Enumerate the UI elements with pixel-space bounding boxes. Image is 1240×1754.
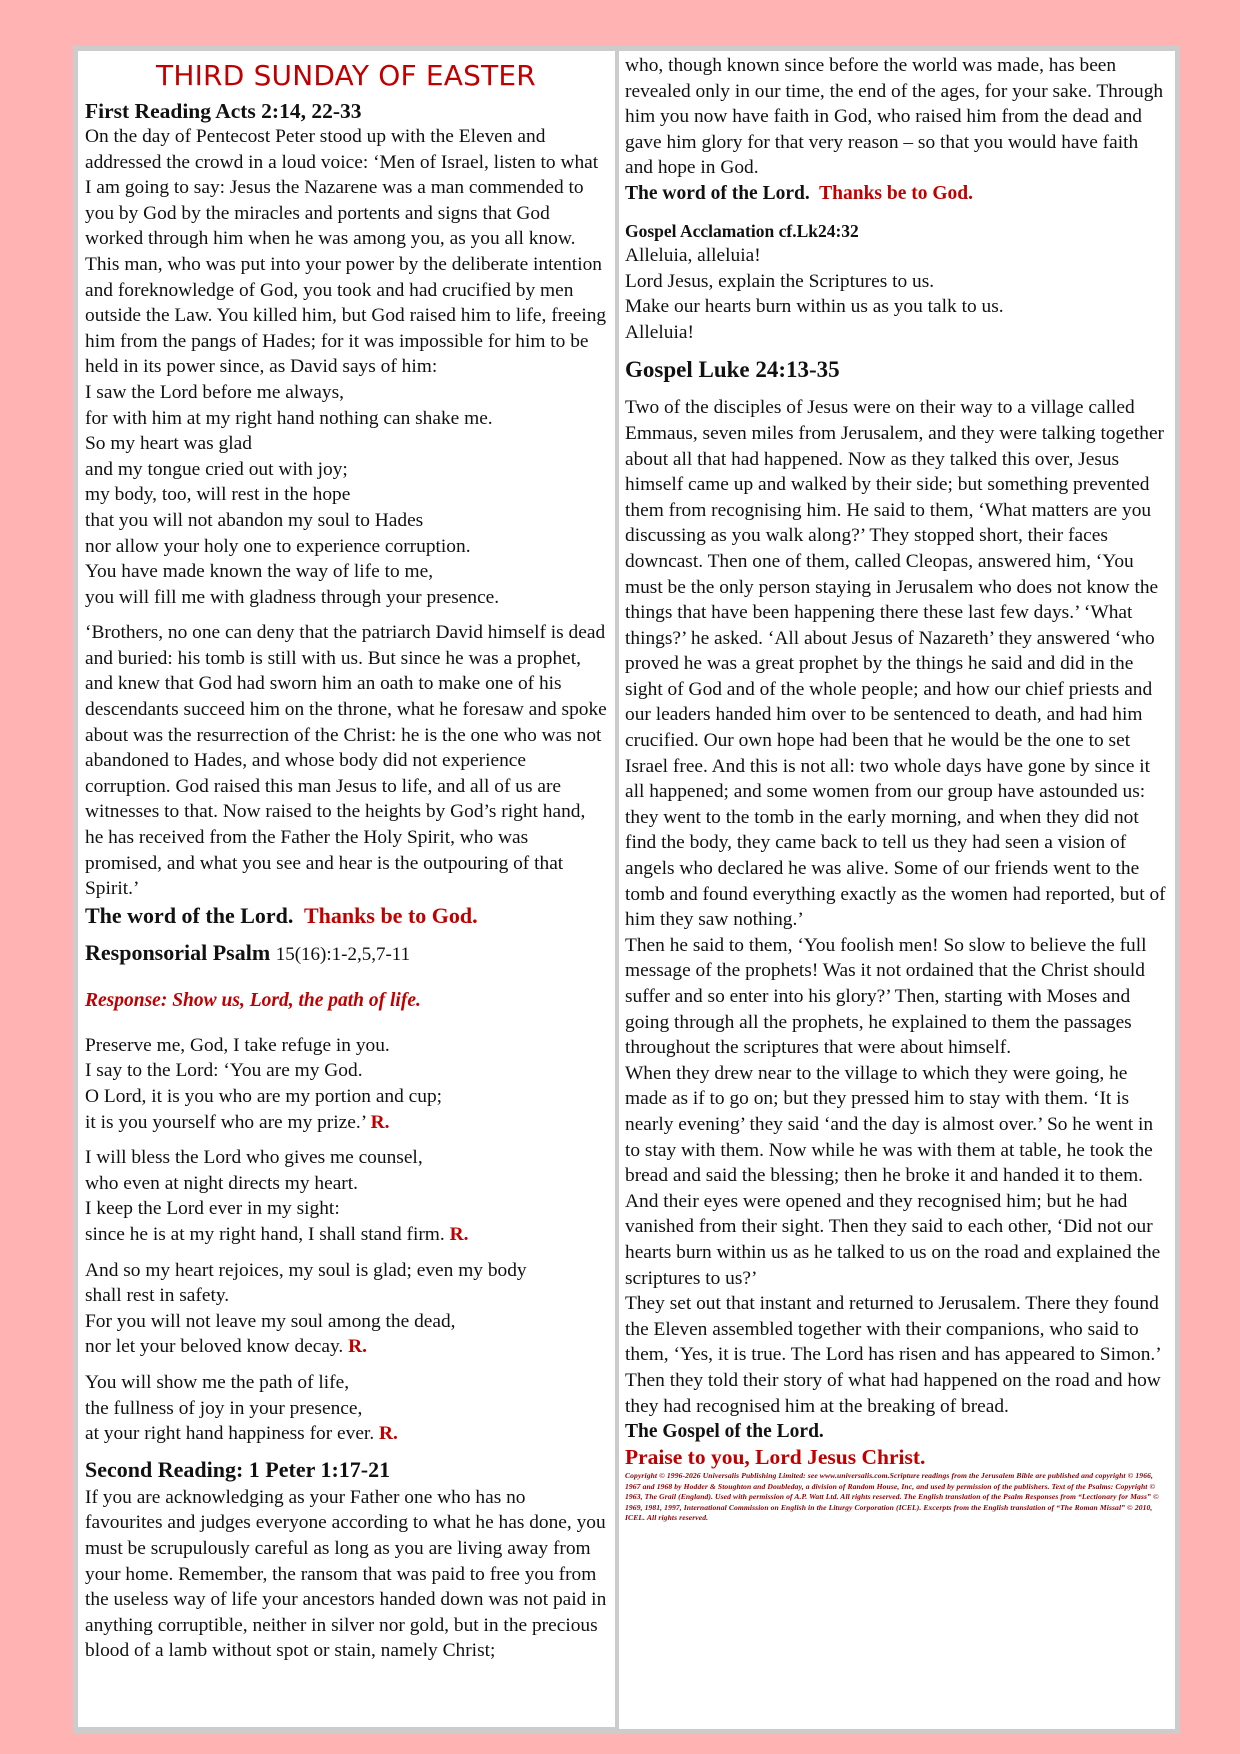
psalm-title: Responsorial Psalm xyxy=(85,939,271,965)
acclamation-line: Make our hearts burn within us as you talk to us. xyxy=(625,296,1004,318)
psalm-heading xyxy=(85,938,607,970)
verse-line: and my tongue cried out with joy; xyxy=(85,458,348,480)
stanza-line xyxy=(85,1222,607,1248)
stanza-line: For you will not leave my soul among the dead, xyxy=(85,1310,456,1332)
stanza-line: shall rest in safety. xyxy=(85,1285,230,1307)
stanza-line: who even at night directs my heart. xyxy=(85,1172,359,1194)
gospel-paragraph: They set out that instant and returned to Jerusalem. There they found the Eleven assembled together with their companions, who said to them, ‘Yes, it is true. The Lord has risen and has appeared to Simon.’ Then they told their story of what had happened on the road and how they had recognised him at the breaking of bread. xyxy=(625,1293,1161,1417)
first-reading xyxy=(85,98,607,930)
gospel-response: Praise to you, Lord Jesus Christ. xyxy=(625,1445,926,1470)
acclamation-line: Lord Jesus, explain the Scriptures to us. xyxy=(625,270,935,292)
gospel-paragraph: Two of the disciples of Jesus were on their way to a village called Emmaus, seven miles from Jerusalem, and they were talking together about all that had happened. Now as they talked this over, Jesus himself came up and walked by their side; but something prevented them from recognising him. He said to them, ‘What matters are you discussing as you walk along?’ They stopped short, their faces downcast. Then one of them, called Cleopas, answered him, ‘You must be the only person staying in Jerusalem who does not know the things that have been happening there these last few days.’ ‘What things?’ he asked. ‘All about Jesus of Nazareth’ they answered ‘who proved he was a great prophet by the things he said and did in the sight of God and of the whole people; and how our chief priests and our leaders handed him over to be sentenced to death, and had him crucified. Our own hope had been that he would be the one to set Israel free. And this is not all: two whole days have gone by since it all happened; and some women from our group have astounded us: they went to the tomb in the early morning, and when they did not find the body, they came back to tell us they had seen a vision of angels who declared he was alive. Some of our friends went to the tomb and found everything exactly as the women had reported, but of him they saw nothing.’ xyxy=(625,397,1166,931)
stanza-line: O Lord, it is you who are my portion and cup; xyxy=(85,1086,443,1107)
stanza-line xyxy=(85,1110,607,1136)
response-marker: R. xyxy=(370,1111,390,1133)
second-reading-continued xyxy=(625,53,1167,207)
psalm-response: Response: Show us, Lord, the path of life. xyxy=(85,990,421,1012)
stanza-line: Preserve me, God, I take refuge in you. xyxy=(85,1034,390,1056)
gospel-closing: The Gospel of the Lord. xyxy=(625,1421,824,1443)
acclamation-line: Alleluia, alleluia! xyxy=(625,244,761,266)
psalm-stanza xyxy=(85,1258,607,1360)
closing-response: Thanks be to God. xyxy=(304,902,478,928)
closing-text: The word of the Lord. xyxy=(85,902,294,928)
response-marker: R. xyxy=(348,1336,367,1358)
stanza-line: the fullness of joy in your presence, xyxy=(85,1397,363,1419)
closing-response: Thanks be to God. xyxy=(819,182,974,204)
stanza-line: I will bless the Lord who gives me counsel, xyxy=(85,1147,423,1169)
first-reading-paragraph-2: ‘Brothers, no one can deny that the patriarch David himself is dead and buried: his tomb is still with us. But since he was a prophet, and knew that God had sworn him an oath to make one of his descendants succeed him on the throne, what he foresaw and spoke about was the resurrection of the Christ: he is the one who was not abandoned to Hades, and whose body did not experience corruption. God raised this man Jesus to life, and all of us are witnesses to that. Now raised to the heights by God’s right hand, he has received from the Father the Holy Spirit, who was promised, and what you see and hear is the outpouring of that Spirit.’ xyxy=(85,622,607,900)
stanza-line: I keep the Lord ever in my sight: xyxy=(85,1198,340,1220)
psalm-stanza xyxy=(85,1370,607,1447)
stanza-line xyxy=(85,1334,607,1360)
verse-line: you will fill me with gladness through your presence. xyxy=(85,586,500,608)
verse-line: my body, too, will rest in the hope xyxy=(85,484,351,506)
stanza-line xyxy=(85,1421,607,1447)
second-reading xyxy=(85,1455,607,1664)
acclamation-heading: Gospel Acclamation cf.Lk24:32 xyxy=(625,220,859,241)
acclamation-line: Alleluia! xyxy=(625,321,694,343)
response-marker: R. xyxy=(449,1223,469,1245)
gospel-paragraph: When they drew near to the village to which they were going, he made as if to go on; but they pressed him to stay with them. ‘It is nearly evening’ they said ‘and the day is almost over.’ So he went in to stay with them. Now while he was with them at table, he took the bread and said the blessing; then he broke it and handed it to them. And their eyes were opened and they recognised him; but he had vanished from their sight. Then they said to each other, ‘Did not our hearts burn within us as he talked to us on the road and explained the scriptures to us?’ xyxy=(625,1062,1161,1289)
psalm-stanza xyxy=(85,1145,607,1247)
second-reading-heading: Second Reading: 1 Peter 1:17-21 xyxy=(85,1456,391,1482)
verse-line: So my heart was glad xyxy=(85,433,252,455)
verse-line: that you will not abandon my soul to Hades xyxy=(85,509,424,531)
first-reading-verse xyxy=(85,380,607,610)
psalm-reference: 15(16):1-2,5,7-11 xyxy=(275,943,411,965)
second-reading-paragraph: If you are acknowledging as your Father one who has no favourites and judges everyone according to what he has done, you must be scrupulously careful as long as you are living away from your home. Remember, the ransom that was paid to free you from the useless way of life your ancestors handed down was not paid in anything corruptible, neither in silver nor gold, but in the precious blood of a lamb without spot or stain, namely Christ; xyxy=(85,1486,607,1662)
verse-line: You have made known the way of life to me, xyxy=(85,561,434,583)
stanza-text: at your right hand happiness for ever. xyxy=(85,1423,375,1445)
response-marker: R. xyxy=(379,1423,398,1445)
gospel-paragraph: Then he said to them, ‘You foolish men! So slow to believe the full message of the prophets! Was it not ordained that the Christ should suffer and so enter into his glory?’ Then, starting with Moses and going through all the prophets, he explained to them the passages throughout the scriptures that were about himself. xyxy=(625,934,1147,1059)
gospel-acclamation xyxy=(625,219,1167,345)
verse-line: nor allow your holy one to experience corruption. xyxy=(85,535,471,557)
copyright-notice: Copyright © 1996-2026 Universalis Publishing Limited: see www.universalis.com.Scripture readings from the Jerusalem Bible are published and copyright © 1966, 1967 and 1968 by Hodder & Stoughton and Doubleday, a division of Random House, Inc, and used by permission of the publishers. Text of the Psalms: Copyright © 1963, The Grail (England). Used with permission of A.P. Watt Ltd. All rights reserved. The English translation of the Psalm Responses from “Lectionary for Mass” © 1969, 1981, 1997, International Commission on English in the Liturgy Corporation (ICEL). Excerpts from the English translation of “The Roman Missal” © 2010, ICEL. All rights reserved. xyxy=(625,1471,1159,1523)
page-title: THIRD SUNDAY OF EASTER xyxy=(156,59,536,92)
stanza-line: And so my heart rejoices, my soul is glad; even my body xyxy=(85,1259,527,1281)
first-reading-closing xyxy=(85,902,607,930)
verse-line: for with him at my right hand nothing can shake me. xyxy=(85,407,493,429)
gospel xyxy=(625,355,1167,1469)
stanza-text: nor let your beloved know decay. xyxy=(85,1336,344,1358)
page-sheet xyxy=(73,46,1180,1734)
responsorial-psalm xyxy=(85,938,607,1447)
first-reading-heading: First Reading Acts 2:14, 22-33 xyxy=(85,99,362,123)
gospel-heading: Gospel Luke 24:13-35 xyxy=(625,357,840,383)
stanza-text: since he is at my right hand, I shall stand firm. xyxy=(85,1223,445,1245)
left-column xyxy=(78,51,615,1727)
stanza-line: You will show me the path of life, xyxy=(85,1371,350,1393)
stanza-line: I say to the Lord: ‘You are my God. xyxy=(85,1060,363,1082)
right-column xyxy=(619,51,1175,1729)
verse-line: I saw the Lord before me always, xyxy=(85,381,344,403)
first-reading-paragraph-1: On the day of Pentecost Peter stood up with the Eleven and addressed the crowd in a loud voice: ‘Men of Israel, listen to what I am going to say: Jesus the Nazarene was a man commended to you by God by the miracles and portents and signs that God worked through him when he was among you, as you all know. This man, who was put into your power by the deliberate intention and foreknowledge of God, you took and had crucified by men outside the Law. You killed him, but God raised him to life, freeing him from the pangs of Hades; for it was impossible for him to be held in its power since, as David says of him: xyxy=(85,126,607,378)
closing-text: The word of the Lord. xyxy=(625,182,810,204)
second-reading-closing xyxy=(625,181,1167,207)
psalm-stanza xyxy=(85,1033,607,1135)
stanza-text: it is you yourself who are my prize.’ xyxy=(85,1111,366,1133)
second-reading-paragraph-continued: who, though known since before the world was made, has been revealed only in our time, the end of the ages, for your sake. Through him you now have faith in God, who raised him from the dead and gave him glory for that very reason – so that you would have faith and hope in God. xyxy=(625,55,1164,179)
